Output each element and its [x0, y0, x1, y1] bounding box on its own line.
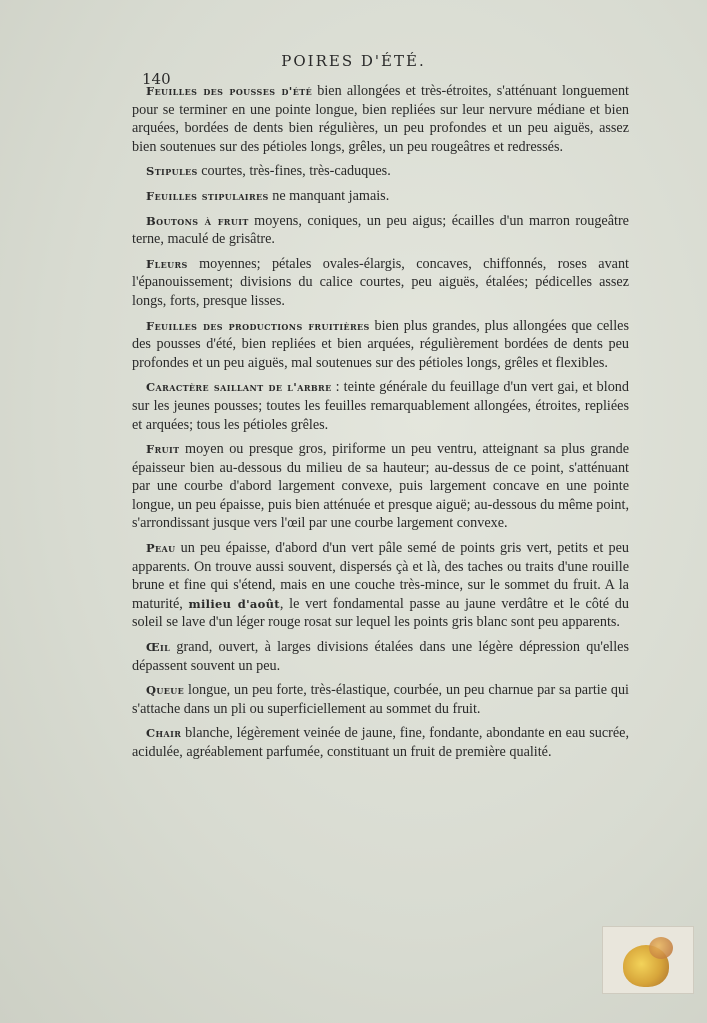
paragraph-text: courtes, très-fines, très-caduques.: [197, 163, 391, 180]
paragraph-flesh: [132, 724, 629, 761]
lead-term: Fleurs: [146, 256, 188, 271]
paragraph-text: moyen ou presque gros, piriforme un peu ventru, atteignant sa plus grande épaisseur bien au-dessous du milieu de sa hauteur; au-dessus de ce point, s'atténuant par une courbe d'abord largement convexe, puis largement concave en une pointe longue, un peu épaisse, puis bien atténuée et presque aiguë; au-dessous du même point, s'arrondissant jusque vers l'œil par une courbe largement convexe.: [132, 441, 629, 532]
lead-term: Fruit: [146, 442, 180, 457]
paragraph-text: moyens, coniques, un peu aigus; écailles d'un marron rougeâtre terne, maculé de grisâtre.: [132, 212, 629, 248]
lead-term: Feuilles stipulaires: [146, 188, 269, 203]
paragraph-text: bien allongées et très-étroites, s'atténuant longuement pour se terminer en une pointe longue, bien repliées sur leur nervure médiane et bien arquées, bordées de dents bien régulières, un peu profondes et un peu aiguës, assez bien soutenues sur des pétioles longs, grêles, un peu rougeâtres et redressés.: [132, 83, 629, 155]
paragraph-flowers: [132, 255, 629, 311]
lead-term: Boutons à fruit: [146, 213, 249, 228]
ripening-time: milieu d'août: [188, 596, 280, 611]
paragraph-skin: [132, 539, 629, 632]
pear-secondary-icon: [649, 937, 673, 959]
running-title: POIRES D'ÉTÉ.: [281, 52, 426, 70]
lead-term: Œil: [146, 640, 171, 655]
lead-term: Chair: [146, 726, 182, 741]
lead-term: Caractère saillant de l'arbre: [146, 380, 332, 395]
paragraph-stipular-leaves: [132, 187, 629, 206]
paragraph-text: un peu épaisse, d'abord d'un vert pâle semé de points gris vert, petits et peu apparents. On trouve aussi souvent, dispersés çà et là, des taches ou traits d'une rouille brune et fine qui s'étend, mais en une couche très-mince, sur le sommet du fruit. A la maturité,: [132, 540, 629, 612]
paragraph-tree-character: [132, 378, 629, 434]
paragraph-stalk: [132, 681, 629, 718]
paragraph-text: grand, ouvert, à larges divisions étalées dans une légère dépression qu'elles dépassent souvent un peu.: [132, 639, 629, 674]
lead-term: Feuilles des productions fruitières: [146, 318, 370, 333]
paragraph-stipules: [132, 162, 629, 181]
lead-term: Queue: [146, 683, 185, 698]
pear-thumbnail-image: [602, 926, 694, 994]
lead-term: Stipules: [146, 164, 198, 179]
paragraph-text: ne manquant jamais.: [268, 187, 390, 204]
paragraph-fruit-buds: [132, 212, 629, 249]
paragraph-eye: [132, 638, 629, 675]
paragraph-text: , le vert fondamental passe au jaune verdâtre et le côté du soleil se lave d'un léger rouge rosat sur lequel les points gris blanc sont peu apparents.: [132, 595, 629, 631]
paragraph-text: longue, un peu forte, très-élastique, courbée, un peu charnue par sa partie qui s'attache dans un pli ou superficiellement au sommet du fruit.: [132, 682, 629, 717]
paragraph-fruiting-leaves: [132, 317, 629, 373]
page-number: 140: [142, 70, 171, 88]
paragraph-text: : teinte générale du feuillage d'un vert gai, et blond sur les jeunes pousses; toutes les feuilles remarquablement allongées, étroites, repliées et arquées; tous les pétioles grêles.: [132, 379, 629, 433]
lead-term: Peau: [146, 541, 176, 556]
paragraph-text: bien plus grandes, plus allongées que celles des pousses d'été, bien repliées et bien arquées, régulièrement bordées de dents peu profondes et un peu aiguës, mal soutenues sur des pétioles longs, grêles et flexibles.: [132, 317, 629, 371]
lead-term: Feuilles des pousses d'été: [146, 84, 313, 98]
paragraph-fruit: [132, 440, 629, 533]
paragraph-leaves-summer-shoots: [132, 82, 629, 156]
paragraph-text: blanche, légèrement veinée de jaune, fine, fondante, abondante en eau sucrée, acidulée, agréablement parfumée, constituant un fruit de première qualité.: [132, 725, 629, 760]
body-text: [132, 82, 629, 768]
paragraph-text: moyennes; pétales ovales-élargis, concaves, chiffonnés, roses avant l'épanouissement; divisions du calice courtes, peu aiguës, étalées; pédicelles assez longs, forts, presque lisses.: [132, 255, 629, 309]
